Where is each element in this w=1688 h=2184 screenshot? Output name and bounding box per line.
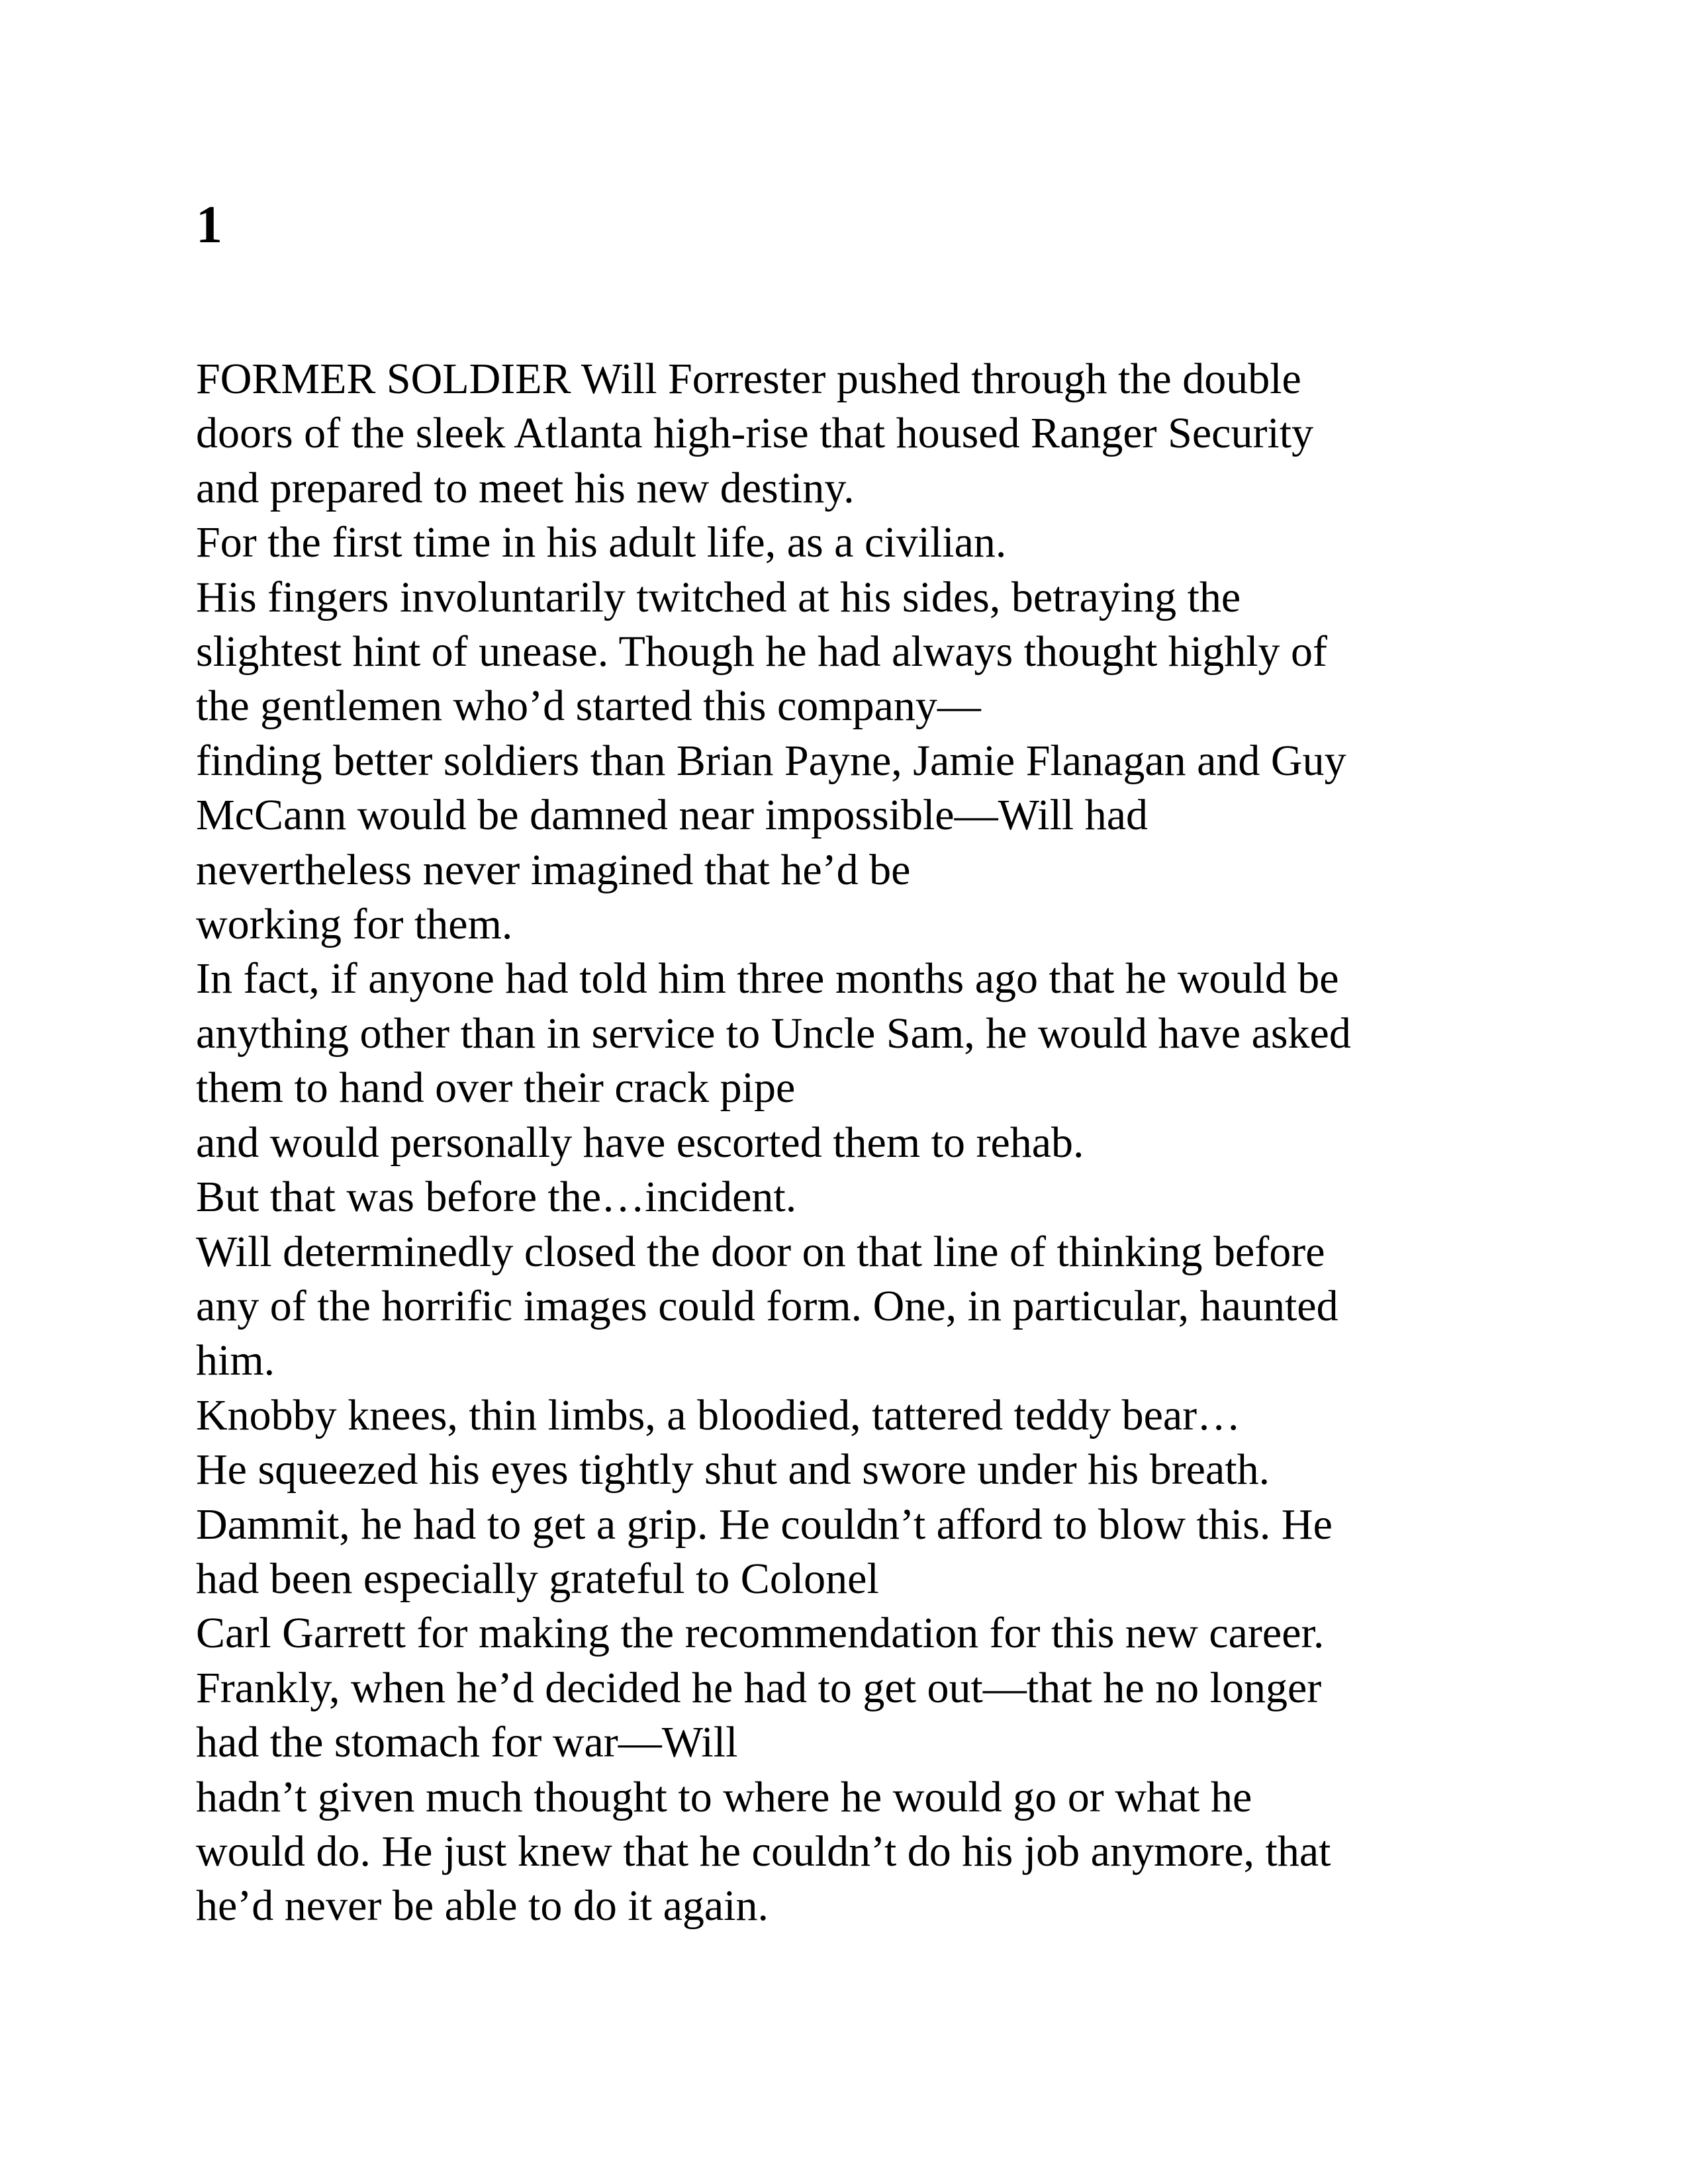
text-line: Dammit, he had to get a grip. He couldn’t afford to blow this. He [196,1500,1333,1549]
text-line: finding better soldiers than Brian Payne, Jamie Flanagan and Guy [196,736,1346,785]
text-line: he’d never be able to do it again. [196,1882,769,1931]
text-line: Carl Garrett for making the recommendation for this new career. [196,1609,1325,1658]
chapter-body [196,352,1520,1934]
text-line: Will determinedly closed the door on that line of thinking before [196,1227,1325,1276]
text-line: FORMER SOLDIER Will Forrester pushed through the double [196,355,1301,403]
text-line: McCann would be damned near impossible—Will had [196,791,1149,840]
text-line: had the stomach for war—Will [196,1718,738,1767]
text-line: had been especially grateful to Colonel [196,1554,879,1603]
text-line: them to hand over their crack pipe [196,1064,796,1113]
text-line: For the first time in his adult life, as a civilian. [196,518,1007,567]
text-line: Frankly, when he’d decided he had to get out—that he no longer [196,1663,1322,1712]
text-line: the gentlemen who’d started this company— [196,682,981,731]
text-line: and would personally have escorted them to rehab. [196,1118,1084,1167]
text-line: and prepared to meet his new destiny. [196,463,855,512]
text-line: But that was before the…incident. [196,1173,797,1222]
text-line: anything other than in service to Uncle Sam, he would have asked [196,1009,1351,1058]
text-line: In fact, if anyone had told him three months ago that he would be [196,954,1339,1003]
chapter-number: 1 [196,196,222,254]
text-line: He squeezed his eyes tightly shut and swore under his breath. [196,1445,1270,1494]
text-line: would do. He just knew that he couldn’t do his job anymore, that [196,1827,1331,1876]
text-line: any of the horrific images could form. One, in particular, haunted [196,1281,1338,1330]
text-line: Knobby knees, thin limbs, a bloodied, tattered teddy bear… [196,1390,1241,1439]
text-line: working for them. [196,900,513,949]
text-line: His fingers involuntarily twitched at his sides, betraying the [196,572,1241,621]
text-line: slightest hint of unease. Though he had always thought highly of [196,627,1328,676]
text-line: him. [196,1336,275,1385]
text-line: hadn’t given much thought to where he would go or what he [196,1772,1252,1821]
text-line: doors of the sleek Atlanta high-rise that housed Ranger Security [196,409,1314,458]
text-line: nevertheless never imagined that he’d be [196,845,911,894]
